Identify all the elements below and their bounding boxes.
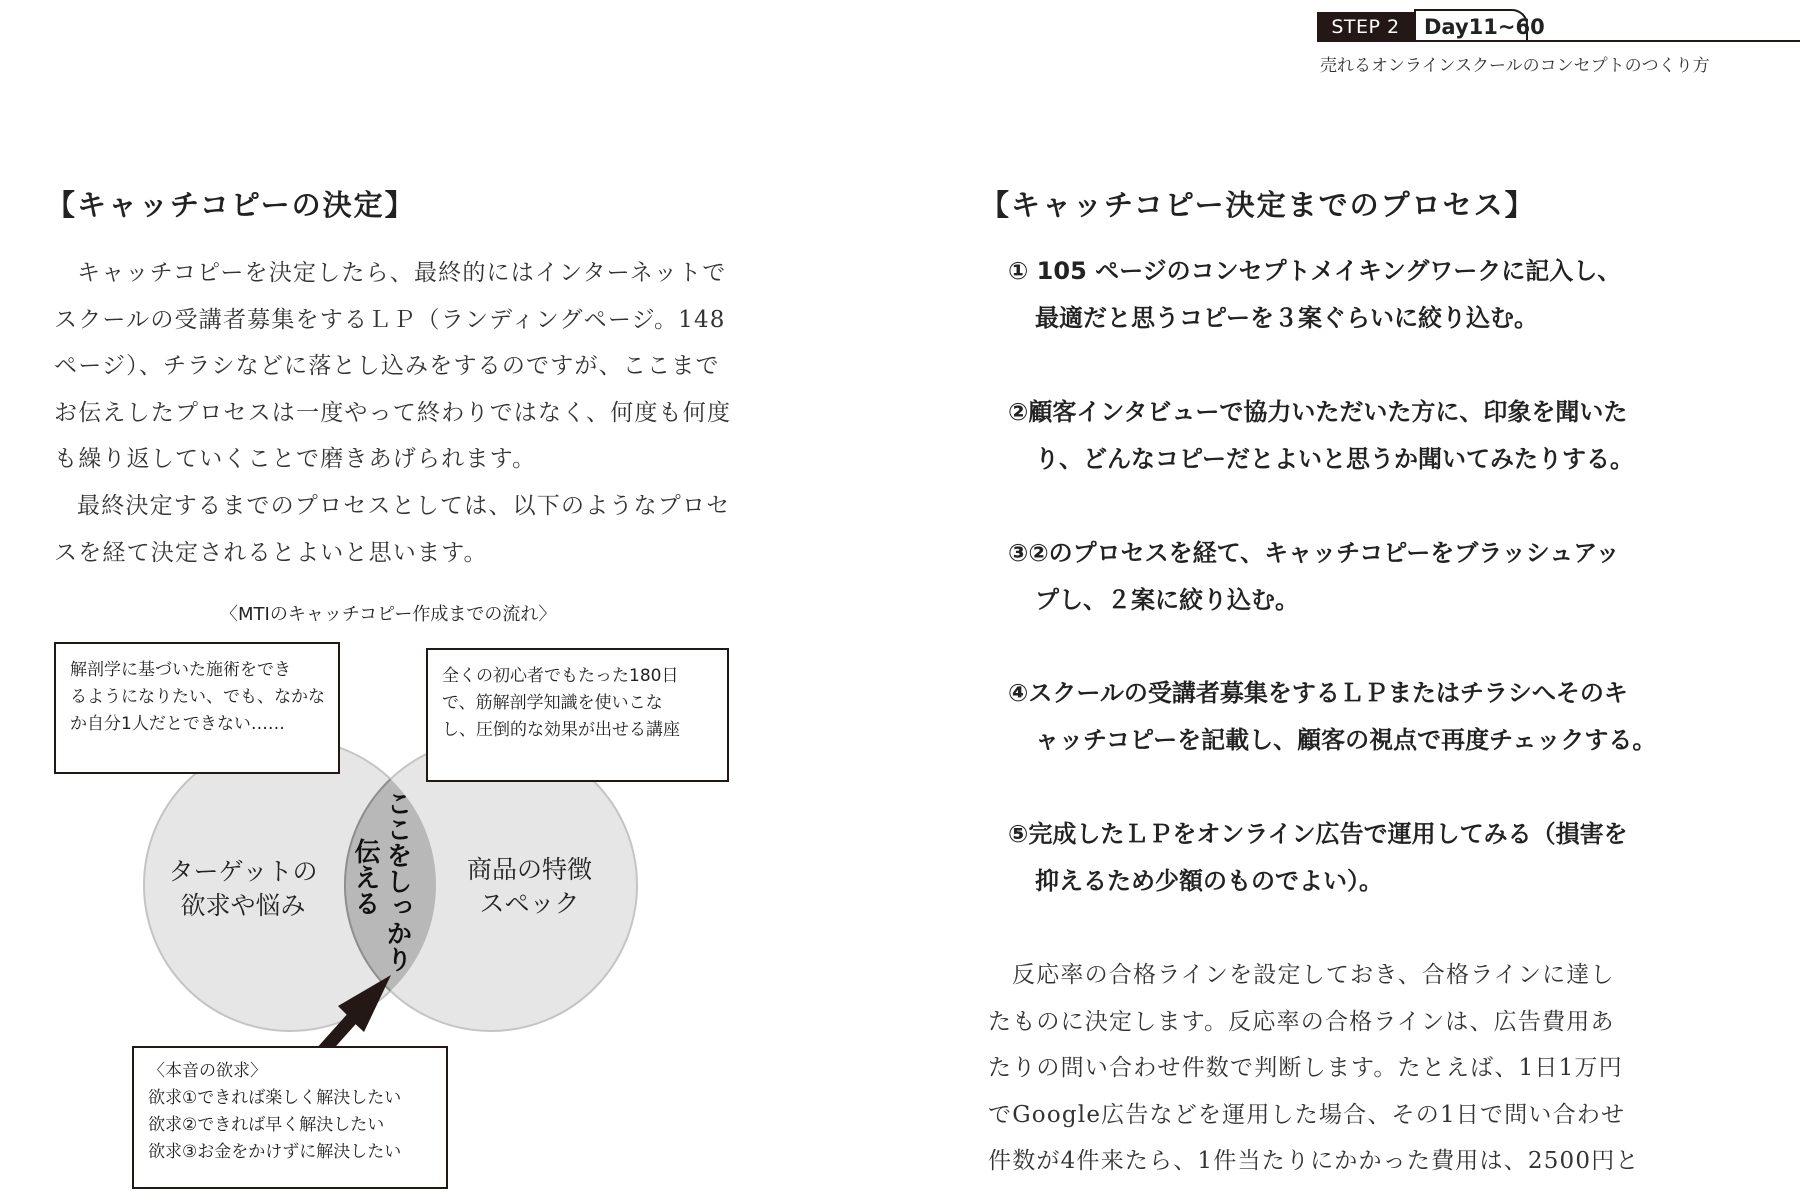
process-step-line: ④スクールの受講者募集をするＬＰまたはチラシへそのキ (1008, 679, 1628, 707)
process-step-line: 抑えるため少額のものでよい）。 (1035, 867, 1383, 895)
right-body-line: 反応率の合格ラインを設定しておき、合格ラインに達し (1012, 962, 1615, 988)
process-step (1008, 811, 1708, 905)
process-step-line: ① 105 ページのコンセプトメイキングワークに記入し、 (1008, 257, 1622, 285)
true-desire-line: 欲求②できれば早く解決したい (148, 1115, 385, 1135)
left-paragraph-2: 最終決定するまでのプロセスとしては、以下のようなプロセスを経て決定されるとよいと思います。 (54, 492, 731, 566)
true-desire-line: 〈本音の欲求〉 (148, 1061, 267, 1081)
process-step (1008, 389, 1708, 483)
target-label-line: 欲求や悩み (180, 891, 306, 920)
right-body-line: でGoogle広告などを運用した場合、その1日で問い合わせ (988, 1101, 1626, 1128)
product-circle-label (452, 853, 607, 921)
diagram-title: 〈MTIのキャッチコピー作成までの流れ〉 (220, 604, 557, 625)
process-step-line: ャッチコピーを記載し、顧客の視点で再度チェックする。 (1035, 726, 1657, 754)
process-step-line: り、どんなコピーだとよいと思うか聞いてみたりする。 (1035, 445, 1635, 473)
desire-callout-line: か自分1人だとできない…… (70, 714, 285, 734)
right-body-text (988, 952, 1668, 1185)
true-desire-callout (132, 1046, 448, 1189)
right-body-line: たりの問い合わせ件数で判断します。たとえば、1日1万円 (988, 1055, 1623, 1082)
step-badge: STEP 2 (1317, 12, 1414, 42)
process-step (1008, 670, 1708, 764)
process-step-line: ③②のプロセスを経て、キャッチコピーをブラッシュアッ (1008, 539, 1620, 567)
desire-callout-line: るようになりたい、でも、なかな (70, 687, 325, 707)
product-callout-line: で、筋解剖学知識を使いこな (442, 693, 663, 713)
chapter-subtitle: 売れるオンラインスクールのコンセプトのつくり方 (1320, 56, 1710, 76)
desire-callout-line: 解剖学に基づいた施術をでき (70, 660, 291, 680)
product-callout-line: 全くの初心者でもたった180日 (442, 666, 679, 686)
process-step (1008, 248, 1708, 342)
process-step-line: ②顧客インタビューで協力いただいた方に、印象を聞いた (1008, 398, 1628, 426)
desire-callout (54, 642, 340, 774)
left-paragraph-1: キャッチコピーを決定したら、最終的にはインターネットでスクールの受講者募集をするＬＰ（ランディングページ。148ページ）、チラシなどに落とし込みをするのですが、ここまでお伝えしたプロセスは一度やって終わりではなく、何度も何度も繰り返していくことで磨きあげられます。 (54, 260, 732, 473)
target-label-line: ターゲットの (168, 857, 318, 886)
process-step-line: プし、２案に絞り込む。 (1035, 586, 1299, 614)
target-circle-label (148, 855, 338, 923)
product-callout (426, 648, 729, 782)
overlap-text-main: ここをしっかり (382, 790, 412, 972)
right-body-line: たものに決定します。反応率の合格ラインは、広告費用あ (988, 1008, 1615, 1035)
overlap-text-sub: 伝える (350, 838, 380, 916)
right-section-heading: 【キャッチコピー決定までのプロセス】 (980, 188, 1536, 222)
product-callout-line: し、圧倒的な効果が出せる講座 (442, 720, 680, 740)
right-body-line: 件数が4件来たら、1件当たりにかかった費用は、2500円と (988, 1148, 1640, 1175)
product-label-line: スペック (479, 889, 580, 918)
left-section-heading: 【キャッチコピーの決定】 (46, 188, 416, 222)
process-step (1008, 530, 1708, 624)
product-label-line: 商品の特徴 (466, 855, 592, 884)
true-desire-line: 欲求①できれば楽しく解決したい (148, 1088, 402, 1108)
true-desire-line: 欲求③お金をかけずに解決したい (148, 1142, 402, 1162)
day-range-tab: Day11~60 (1414, 9, 1528, 40)
process-step-line: 最適だと思うコピーを３案ぐらいに絞り込む。 (1035, 304, 1539, 332)
process-step-line: ⑤完成したＬＰをオンライン広告で運用してみる（損害を (1008, 820, 1628, 848)
